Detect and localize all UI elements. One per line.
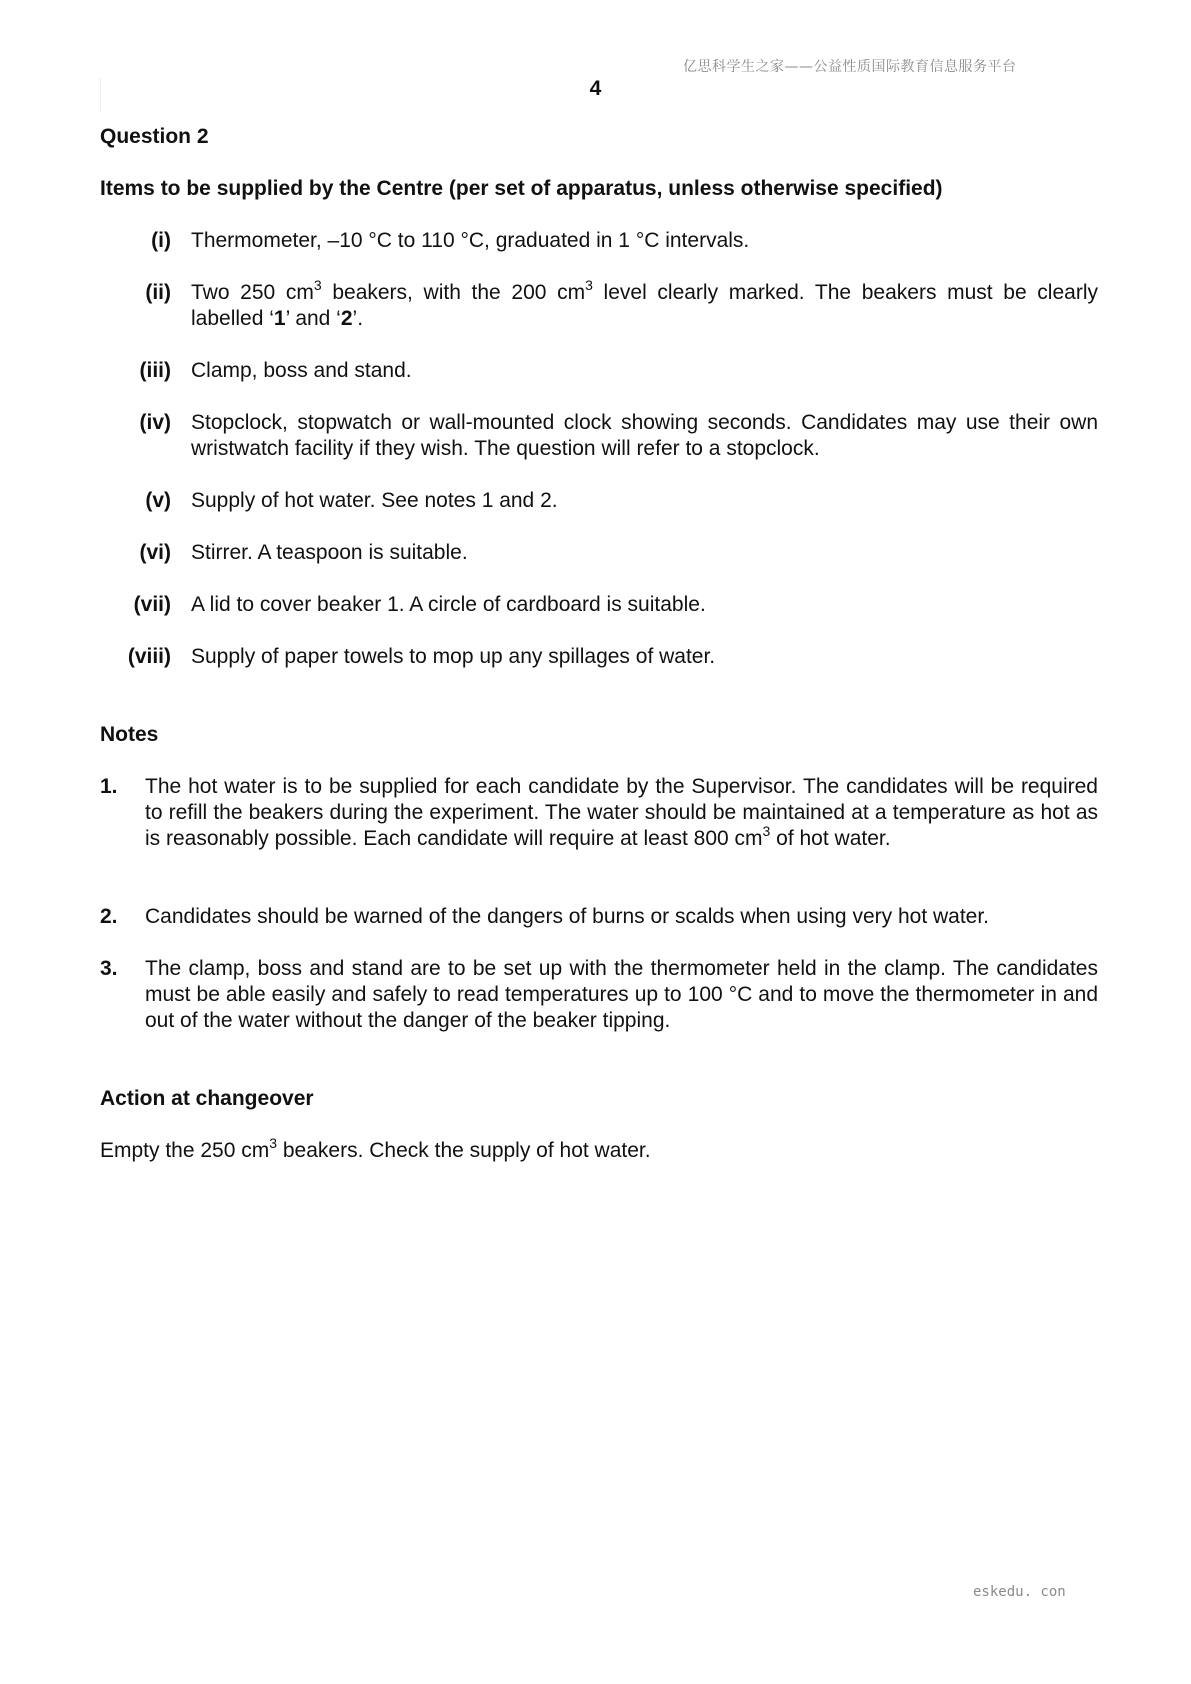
- notes-heading: Notes: [100, 723, 159, 746]
- note-number: 3.: [100, 957, 118, 980]
- item-number: (i): [151, 229, 171, 252]
- item-number: (viii): [127, 645, 171, 668]
- changeover-heading: Action at changeover: [100, 1087, 314, 1110]
- item-number: (ii): [145, 281, 171, 304]
- item-text: Supply of hot water. See notes 1 and 2.: [191, 489, 558, 512]
- item-text: Stopclock, stopwatch or wall-mounted clock showing seconds. Candidates may use their own wristwatch facility if they wish. The question will refer to a stopclock.: [191, 411, 1098, 460]
- changeover-text: Empty the 250 $cm^3$ beakers. Check the supply of hot water.: [100, 1135, 651, 1162]
- note-number: 1.: [100, 775, 118, 798]
- list-item: [100, 277, 1098, 332]
- note-text: The hot water is to be supplied for each candidate by the Supervisor. The candidates will be required to refill the beakers during the experiment. The water should be maintained at a temperature as hot as is reasonably possible. Each candidate will require at least 800 $cm^3$ of hot water.: [145, 775, 1098, 850]
- note-item: [100, 774, 1098, 852]
- question-title: Question 2: [100, 125, 209, 148]
- item-text: A lid to cover beaker 1. A circle of cardboard is suitable.: [191, 593, 706, 616]
- item-number: (iv): [139, 411, 171, 434]
- item-text: Clamp, boss and stand.: [191, 359, 412, 382]
- item-text: Two 250 $cm^3$ beakers, with the 200 $cm^3$ level clearly marked. The beakers must be clearly labelled ‘1’ and ‘2’.: [191, 277, 1098, 330]
- note-item: [100, 904, 1098, 930]
- item-number: (vii): [133, 593, 171, 616]
- list-item: [100, 358, 1098, 384]
- note-text: The clamp, boss and stand are to be set up with the thermometer held in the clamp. The candidates must be able easily and safely to read temperatures up to 100 °C and to move the thermometer in and out of the water without the danger of the beaker tipping.: [145, 957, 1098, 1032]
- item-text: Supply of paper towels to mop up any spillages of water.: [191, 645, 716, 668]
- note-text: Candidates should be warned of the dangers of burns or scalds when using very hot water.: [145, 905, 990, 928]
- page-number: 4: [589, 77, 602, 100]
- list-item: [100, 592, 1098, 618]
- items-heading: Items to be supplied by the Centre (per set of apparatus, unless otherwise specified): [100, 177, 943, 200]
- item-number: (iii): [139, 359, 171, 382]
- item-number: (vi): [139, 541, 171, 564]
- list-item: [100, 644, 1098, 670]
- item-text: Stirrer. A teaspoon is suitable.: [191, 541, 468, 564]
- item-text: Thermometer, –10 °C to 110 °C, graduated in 1 °C intervals.: [191, 229, 750, 252]
- list-item: [100, 488, 1098, 514]
- watermark-header: 亿思科学生之家——公益性质国际教育信息服务平台: [683, 59, 1017, 75]
- list-item: [100, 540, 1098, 566]
- list-item: [100, 228, 1098, 254]
- list-item: [100, 410, 1098, 462]
- note-number: 2.: [100, 905, 118, 928]
- item-number: (v): [145, 489, 171, 512]
- note-item: [100, 956, 1098, 1034]
- watermark-footer: eskedu. con: [973, 1584, 1066, 1600]
